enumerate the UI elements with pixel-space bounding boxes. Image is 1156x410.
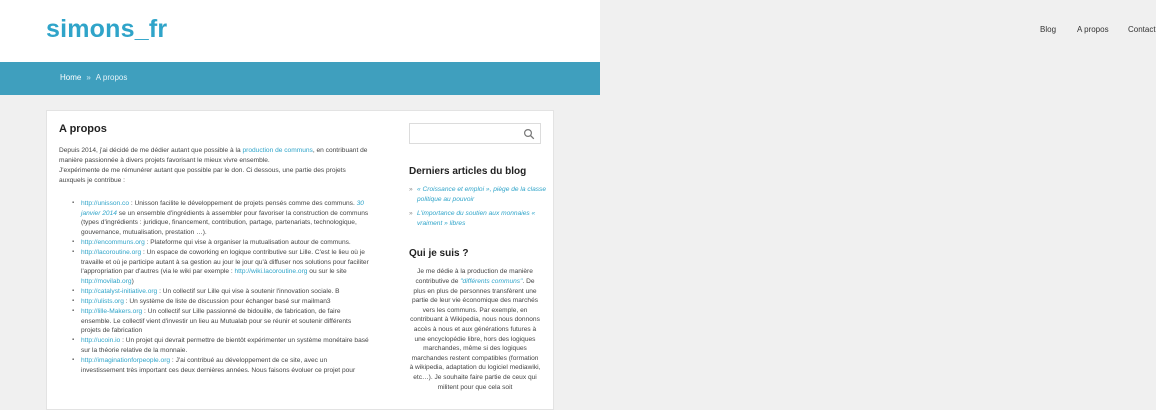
link-lacoroutine[interactable]: http://lacoroutine.org [81, 248, 142, 256]
list-item [81, 336, 369, 355]
content-panel [46, 110, 554, 410]
search-input[interactable] [409, 123, 541, 144]
recent-posts-list [409, 185, 549, 228]
sidebar [409, 123, 549, 392]
link-wiki-lacoroutine[interactable]: http://wiki.lacoroutine.org [234, 268, 308, 276]
breadcrumb-separator: » [86, 73, 91, 82]
site-header [0, 0, 1156, 62]
breadcrumb [60, 73, 127, 82]
recent-post-link[interactable]: » « Croissance et emploi », piège de la classe politique au pouvoir [409, 185, 549, 204]
intro-text [59, 146, 369, 186]
project-text: : Un collectif sur Lille passionné de bidouille, de fabrication, de faire ensemble. Le collectif vient d'investir un lieu au Mutualab pour se réunir et soutenir différents projets de fabrication [81, 308, 352, 335]
list-item [81, 248, 369, 286]
project-text: : J'ai contribué au développement de ce site, avec un investissement très important ces deux dernières années. Nous faisons évoluer ce projet pour [81, 357, 356, 374]
page-title: A propos [59, 123, 107, 135]
search-icon[interactable] [523, 128, 535, 140]
nav-item-contact[interactable]: Contact [1128, 25, 1156, 34]
about-text-part: Je me dédie à la production de manière contributive de [415, 268, 533, 285]
link-encommuns[interactable]: http://encommuns.org [81, 238, 145, 246]
nav-item-blog[interactable]: Blog [1040, 25, 1057, 34]
intro-paragraph-2: J'expérimente de me rémunérer autant que possible par le don. Ci dessous, une partie des projets auxquels je contribue : [59, 167, 346, 184]
list-item [81, 238, 369, 248]
list-item [81, 297, 369, 307]
list-item [81, 287, 369, 297]
project-text: : Un espace de coworking en logique contributive sur Lille. C'est le lieu où je travaille et où je participe autant à sa gestion au jour le jour qu'à diffuser nos solutions pour faciliter l'appropriation par d'autres (via le wiki par exemple : [81, 248, 369, 276]
project-text: : Un projet qui devrait permettre de bientôt expérimenter un système monétaire basé sur la théorie relative de la monnaie. [81, 337, 369, 354]
link-imaginationforpeople[interactable]: http://imaginationforpeople.org [81, 357, 171, 364]
project-text: : Unisson facilite le développement de projets pensés comme des communs. [129, 200, 357, 207]
list-item [81, 307, 369, 336]
about-text-part: . De plus en plus de personnes transfèrent une partie de leur vie économique des marchés vers les communs. Par exemple, en contribuant à Wikipedia, nous nous donnons accès à nous et aux générations futures à une encyclopédie libre, hors des logiques marchandes, même si des logiques marchandes restent compatibles (formation à wikipedia, adaptation du logiciel mediawiki, etc…). Je souhaite faire partie de ceux qui militent pour que cela soit [409, 277, 541, 391]
breadcrumb-home[interactable]: Home [60, 73, 82, 82]
project-text: ou sur le site [307, 268, 347, 276]
recent-posts-title: Derniers articles du blog [409, 166, 527, 177]
link-production-de-communs[interactable]: production de communs [242, 147, 313, 154]
link-movilab[interactable]: http://movilab.org [81, 277, 132, 285]
link-lille-makers[interactable]: http://lille-Makers.org [81, 308, 143, 316]
link-ulists[interactable]: http://ulists.org [81, 297, 124, 305]
recent-post-link[interactable]: » L'importance du soutien aux monnaies « vraiment » libres [409, 209, 549, 228]
post-date[interactable]: 30 janvier 2014 [81, 200, 364, 217]
link-catalyst[interactable]: http://catalyst-initiative.org [81, 287, 158, 295]
project-list [81, 199, 369, 375]
intro-text-part: Depuis 2014, j'ai décidé de me dédier autant que possible à la [59, 147, 243, 154]
list-item [81, 356, 369, 375]
link-differents-communs[interactable]: "différents communs" [460, 277, 523, 285]
about-title: Qui je suis ? [409, 248, 469, 260]
about-text [409, 267, 541, 392]
nav-item-a-propos[interactable]: A propos [1077, 25, 1109, 34]
project-text: ) [131, 277, 134, 285]
link-ucoin[interactable]: http://ucoin.io [81, 337, 121, 345]
project-text: se un ensemble d'ingrédients à assembler pour favoriser la construction de communs (types d'ingrédients : juridique, financement, contribution, partage, partenariats, technologique, gouvernance, mutualisation, prestation …). [81, 209, 369, 236]
intro-text-part: , en contribuant de manière passionnée à divers projets favorisant le mieux vivre ensemble. [59, 147, 368, 164]
main-content [59, 123, 369, 376]
project-text: : Un collectif sur Lille qui vise à soutenir l'innovation sociale. B [157, 287, 340, 295]
project-text: : Un système de liste de discussion pour échanger basé sur mailman3 [123, 297, 331, 305]
page-banner [0, 62, 600, 95]
list-item [81, 199, 369, 237]
breadcrumb-current: A propos [95, 73, 128, 82]
intro-paragraph-1 [59, 146, 369, 166]
project-text: : Plateforme qui vise à organiser la mutualisation autour de communs. [144, 238, 351, 246]
link-unisson[interactable]: http://unisson.co [81, 200, 130, 207]
site-title[interactable]: simons_fr [46, 15, 168, 43]
